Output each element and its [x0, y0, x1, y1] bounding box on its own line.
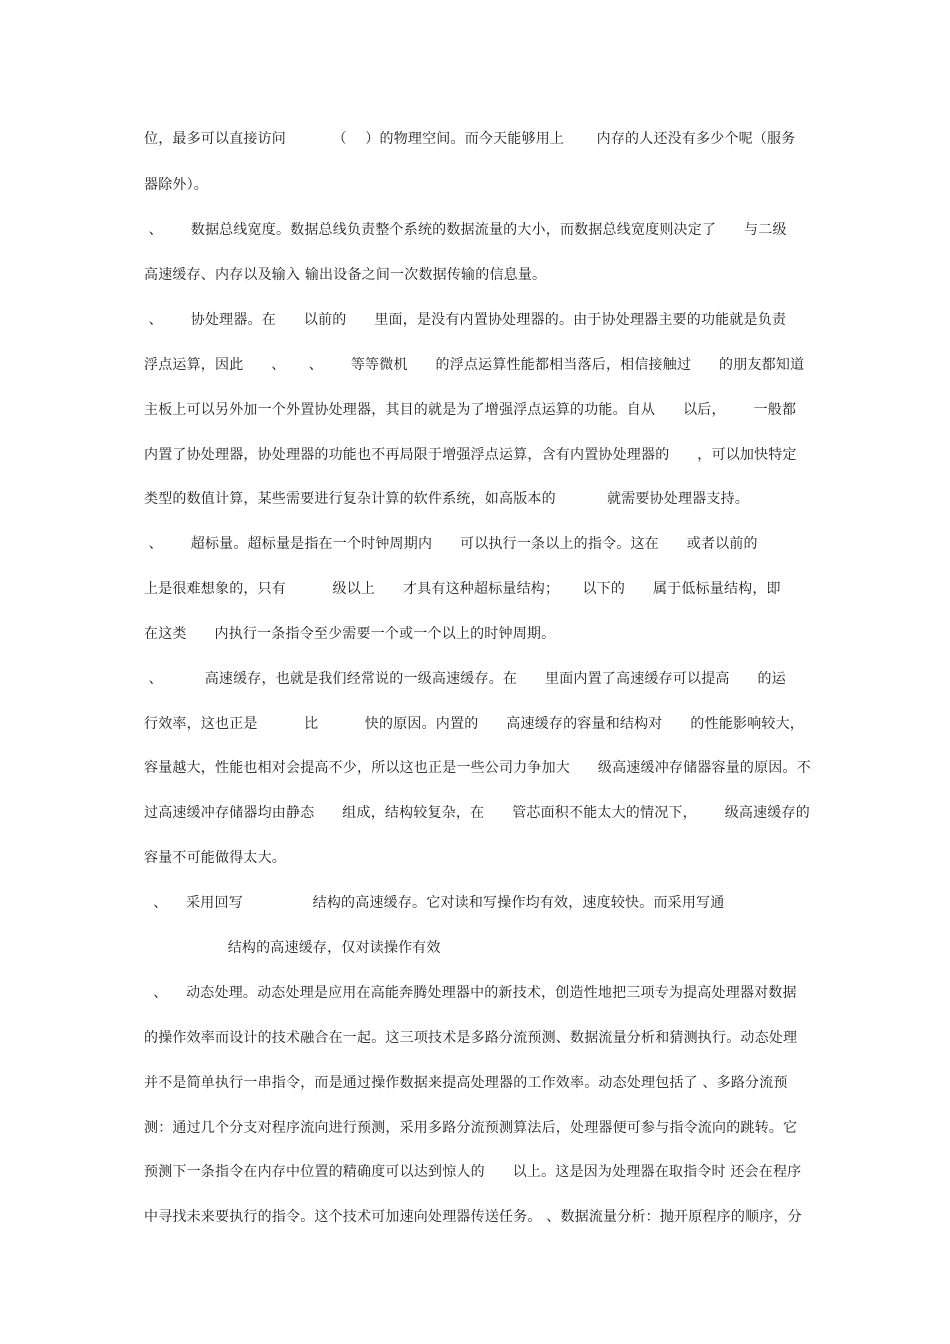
text-line: 、 超标量。超标量是指在一个时钟周期内 可以执行一条以上的指令。这在 或者以前的 [144, 536, 758, 552]
text-line: 并不是简单执行一串指令，而是通过操作数据来提高处理器的工作效率。动态处理包括了 、多路分流预 [144, 1075, 788, 1091]
text-line: 浮点运算，因此 、 、 等等微机 的浮点运算性能都相当落后，相信接触过 的朋友都知道 [144, 357, 805, 373]
text-line: 过高速缓冲存储器均由静态 组成，结构较复杂，在 管芯面积不能太大的情况下， 级高速缓存的 [144, 805, 810, 821]
text-line: 预测下一条指令在内存中位置的精确度可以达到惊人的 以上。这是因为处理器在取指令时 还会在程序 [144, 1164, 802, 1180]
text-line: 类型的数值计算，某些需要进行复杂计算的软件系统，如高版本的 就需要协处理器支持。 [144, 491, 749, 507]
text-line: 主板上可以另外加一个外置协处理器，其目的就是为了增强浮点运算的功能。自从 以后， 一般都 [144, 402, 797, 418]
text-line: 上是很难想象的，只有 级以上 才具有这种超标量结构； 以下的 属于低标量结构，即 [144, 581, 781, 597]
text-line: 高速缓存、内存以及输入 输出设备之间一次数据传输的信息量。 [144, 267, 547, 283]
text-line: 器除外）。 [144, 177, 208, 193]
text-line: 中寻找未来要执行的指令。这个技术可加速向处理器传送任务。 、数据流量分析：抛开原程序的顺序，分 [144, 1209, 802, 1225]
text-line: 在这类 内执行一条指令至少需要一个或一个以上的时钟周期。 [144, 626, 556, 642]
text-line: 结构的高速缓存，仅对读操作有效 [144, 940, 441, 956]
text-line: 行效率，这也正是 比 快的原因。内置的 高速缓存的容量和结构对 的性能影响较大， [144, 716, 805, 732]
text-line: 、 协处理器。在 以前的 里面，是没有内置协处理器的。由于协处理器主要的功能就是负责 [144, 312, 787, 328]
text-line: 容量不可能做得太大。 [144, 850, 286, 866]
text-line: 的操作效率而设计的技术融合在一起。这三项技术是多路分流预测、数据流量分析和猜测执行。动态处理 [144, 1030, 798, 1046]
text-line: 位，最多可以直接访问 （ ）的物理空间。而今天能够用上 内存的人还没有多少个呢（服务 [144, 131, 796, 147]
text-line: 测：通过几个分支对程序流向进行预测，采用多路分流预测算法后，处理器便可参与指令流向的跳转。它 [144, 1120, 798, 1136]
text-line: 、 动态处理。动态处理是应用在高能奔腾处理器中的新技术，创造性地把三项专为提高处理器对数据 [144, 985, 797, 1001]
text-line: 、 数据总线宽度。数据总线负责整个系统的数据流量的大小，而数据总线宽度则决定了 与二级 [144, 222, 787, 238]
text-line: 、 采用回写 结构的高速缓存。它对读和写操作均有效，速度较快。而采用写通 [144, 895, 725, 911]
text-line: 容量越大，性能也相对会提高不少，所以这也正是一些公司力争加大 级高速缓冲存储器容量的原因。不 [144, 760, 811, 776]
text-line: 、 高速缓存，也就是我们经常说的一级高速缓存。在 里面内置了高速缓存可以提高 的运 [144, 671, 786, 687]
text-line: 内置了协处理器，协处理器的功能也不再局限于增强浮点运算，含有内置协处理器的 ，可以加快特定 [144, 447, 797, 463]
